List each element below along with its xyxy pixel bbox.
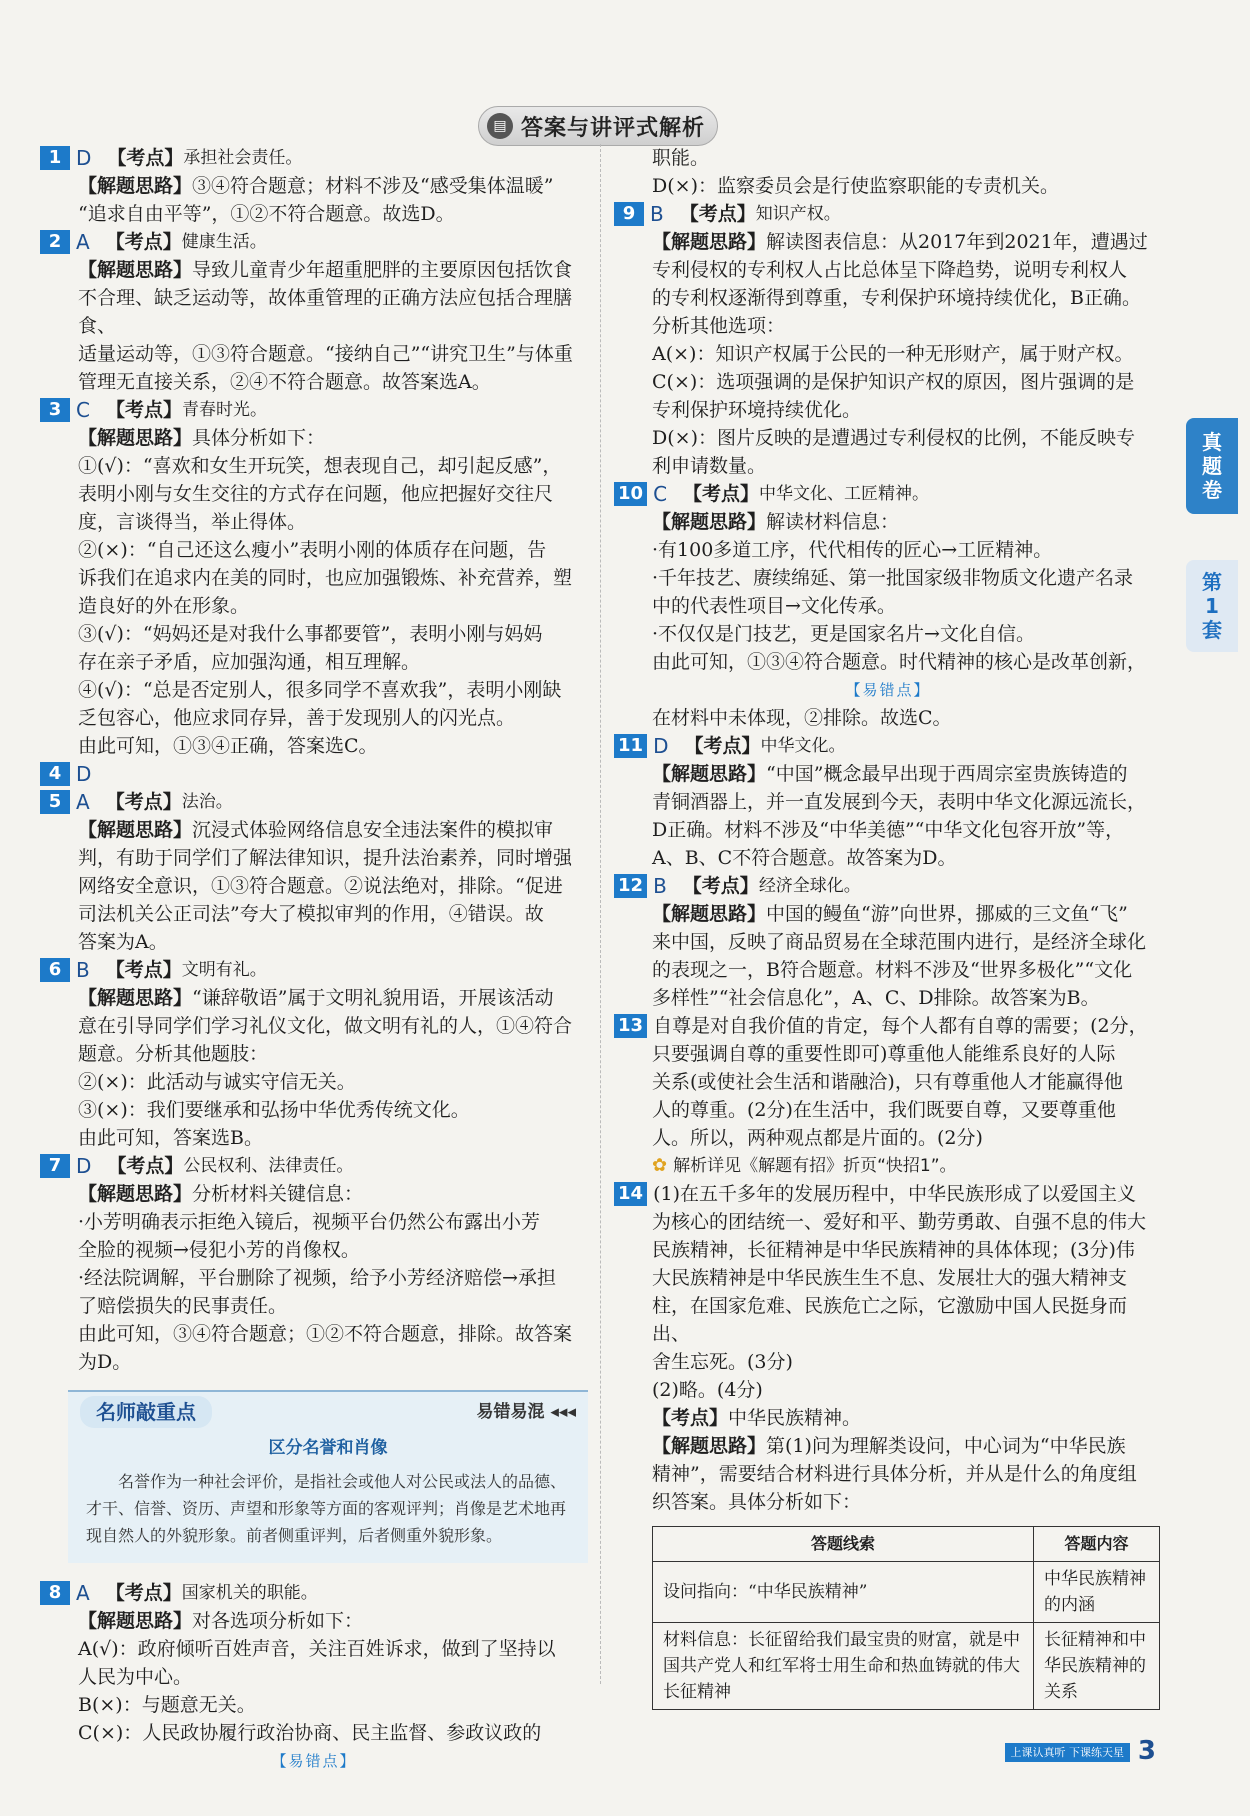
text-line: 【解题思路】具体分析如下： xyxy=(78,427,326,449)
kaodian-text: 公民权利、法律责任。 xyxy=(183,1156,354,1176)
answer-letter: B xyxy=(76,958,90,982)
table-header: 答题内容 xyxy=(1034,1527,1160,1562)
teacher-tip-box xyxy=(68,1390,588,1563)
question-number: 10 xyxy=(614,482,647,506)
answer-letter: C xyxy=(76,398,90,422)
text-line: 青铜酒器上，并一直发展到今天，表明中华文化源远流长， xyxy=(652,791,1147,813)
text-line: (1)在五千多年的发展历程中，中华民族形成了以爱国主义 xyxy=(653,1183,1136,1205)
question-3 xyxy=(40,396,588,760)
question-number: 14 xyxy=(614,1182,647,1206)
text-line: 由此可知，①③④符合题意。时代精神的核心是改革创新， xyxy=(652,651,1147,673)
text-line: A(×)：知识产权属于公民的一种无形财产，属于财产权。 xyxy=(652,343,1134,365)
question-number: 1 xyxy=(40,146,70,170)
question-header xyxy=(40,144,588,172)
table-header-row xyxy=(653,1527,1160,1562)
text-line: 来中国，反映了商品贸易在全球范围内进行，是经济全球化 xyxy=(652,931,1147,953)
kaodian-label: 【考点】 xyxy=(105,399,182,421)
side-tab-char: 第 xyxy=(1202,570,1222,594)
label-tag: 【解题思路】 xyxy=(78,1183,193,1205)
box-label: 易错易混 ◂◂◂ xyxy=(476,1402,576,1422)
text-line: 答案为A。 xyxy=(78,931,168,953)
text-line: 自尊是对自我价值的肯定，每个人都有自尊的需要；(2分， xyxy=(653,1015,1148,1037)
text-line: 【解题思路】解读材料信息： xyxy=(652,511,900,533)
question-9 xyxy=(614,200,1162,480)
text-line: ·有100多道工序，代代相传的匠心→工匠精神。 xyxy=(652,539,1053,561)
table-row xyxy=(653,1623,1160,1710)
text-line: 度，言谈得当，举止得体。 xyxy=(78,511,307,533)
box-body: 名誉作为一种社会评价，是指社会或他人对公民或法人的品德、才干、信誉、资历、声望和形象等方面的客观评判；肖像是艺术地再现自然人的外貌形象。前者侧重评判，后者侧重外貌形象。 xyxy=(86,1472,567,1545)
text-line: 专利侵权的专利权人占比总体呈下降趋势，说明专利权人 xyxy=(652,259,1128,281)
kaodian-text: 知识产权。 xyxy=(755,204,841,224)
question-header xyxy=(614,1180,1162,1208)
question-header xyxy=(614,732,1162,760)
text-line: 民族精神，长征精神是中华民族精神的具体体现；(3分)伟 xyxy=(652,1239,1135,1261)
text-line: 只要强调自尊的重要性即可)尊重他人能维系良好的人际 xyxy=(652,1043,1116,1065)
table-cell: 长征精神和中华民族精神的关系 xyxy=(1034,1623,1160,1710)
text-line: ①(√)：“喜欢和女生开玩笑，想表现自己，却引起反感”， xyxy=(78,455,562,477)
tip-line xyxy=(614,1152,1162,1180)
text-line: 柱，在国家危难、民族危亡之际，它激励中国人民挺身而出、 xyxy=(652,1295,1128,1345)
answer-letter: A xyxy=(76,790,90,814)
table-row xyxy=(653,1562,1160,1623)
label-tag: 【解题思路】 xyxy=(78,259,193,281)
text-line: 为核心的团结统一、爱好和平、勤劳勇敢、自强不息的伟大 xyxy=(652,1211,1147,1233)
column-divider xyxy=(600,144,601,1684)
text-line: ③(×)：我们要继承和弘扬中华优秀传统文化。 xyxy=(78,1099,470,1121)
side-tab-set-1[interactable] xyxy=(1186,560,1238,652)
answer-letter: A xyxy=(76,1581,90,1605)
text-line: 不合理、缺乏运动等，故体重管理的正确方法应包括合理膳食、 xyxy=(78,287,573,337)
text-line: 司法机关公正司法”夸大了模拟审判的作用，④错误。故 xyxy=(78,903,544,925)
question-header xyxy=(40,760,588,788)
question-header xyxy=(40,1579,588,1607)
kaodian-text: 国家机关的职能。 xyxy=(181,1583,318,1603)
text-line: 【考点】中华民族精神。 xyxy=(652,1407,862,1429)
table-header: 答题线索 xyxy=(653,1527,1034,1562)
text-line: C(×)：选项强调的是保护知识产权的原因，图片强调的是 xyxy=(652,371,1135,393)
text-line: 【解题思路】沉浸式体验网络信息安全违法案件的模拟审 xyxy=(78,819,554,841)
analysis-table xyxy=(652,1526,1160,1710)
label-tag: 【解题思路】 xyxy=(78,175,193,197)
kaodian-text: 中华文化。 xyxy=(760,736,846,756)
kaodian-label: 【考点】 xyxy=(105,231,182,253)
box-header xyxy=(68,1392,588,1432)
text-line: 管理无直接关系，②④不符合题意。故答案选A。 xyxy=(78,371,491,393)
text-line: 【解题思路】“中国”概念最早出现于西周宗室贵族铸造的 xyxy=(652,763,1128,785)
document-icon: ▤ xyxy=(487,113,513,139)
label-tag: 【解题思路】 xyxy=(78,427,193,449)
text-line: 【解题思路】分析材料关键信息： xyxy=(78,1183,364,1205)
label-tag: 【解题思路】 xyxy=(78,1610,193,1632)
label-tag: 【解题思路】 xyxy=(652,511,767,533)
text-line: 人的尊重。(2分)在生活中，我们既要自尊，又要尊重他 xyxy=(652,1099,1116,1121)
question-11 xyxy=(614,732,1162,872)
answer-letter: D xyxy=(76,762,92,786)
kaodian-label: 【考点】 xyxy=(105,959,182,981)
question-2 xyxy=(40,228,588,396)
text-line: 【解题思路】对各选项分析如下： xyxy=(78,1610,364,1632)
kaodian-text: 法治。 xyxy=(181,792,233,812)
question-12 xyxy=(614,872,1162,1012)
question-number: 7 xyxy=(40,1154,70,1178)
text-line: D正确。材料不涉及“中华美德”“中华文化包容开放”等， xyxy=(652,819,1125,841)
question-number: 12 xyxy=(614,874,647,898)
question-8 xyxy=(40,1579,588,1775)
kaodian-text: 经济全球化。 xyxy=(758,876,861,896)
text-line: A(√)：政府倾听百姓声音，关注百姓诉求，做到了坚持以 xyxy=(78,1638,556,1660)
text-line: 网络安全意识，①③符合题意。②说法绝对，排除。“促进 xyxy=(78,875,563,897)
text-line: 织答案。具体分析如下： xyxy=(652,1491,862,1513)
text-line: 【解题思路】导致儿童青少年超重肥胖的主要原因包括饮食 xyxy=(78,259,573,281)
question-header xyxy=(40,956,588,984)
text-line: 存在亲子矛盾，应加强沟通，相互理解。 xyxy=(78,651,421,673)
text-line: 的专利权逐渐得到尊重，专利保护环境持续优化，B正确。 xyxy=(652,287,1141,309)
section-title: ▤ 答案与讲评式解析 xyxy=(478,106,718,146)
text-line: 职能。 xyxy=(652,147,710,169)
text-line: ·经法院调解，平台删除了视频，给予小芳经济赔偿→承担 xyxy=(78,1267,556,1289)
label-tag: 【解题思路】 xyxy=(652,763,767,785)
tip-text: 解析详见《解题有招》折页“快招1”。 xyxy=(673,1156,957,1176)
label-tag: 【解题思路】 xyxy=(78,819,193,841)
kaodian-text: 承担社会责任。 xyxy=(183,148,303,168)
right-column xyxy=(614,144,1162,1710)
side-tab-char: 1 xyxy=(1205,594,1219,618)
text-line: (2)略。(4分) xyxy=(652,1379,763,1401)
text-line: A、B、C不符合题意。故答案为D。 xyxy=(652,847,957,869)
text-line: 判，有助于同学们了解法律知识，提升法治素养，同时增强 xyxy=(78,847,573,869)
question-number: 2 xyxy=(40,230,70,254)
footer-slogan: 上课认真听 下课练天星 xyxy=(1005,1743,1131,1762)
question-number: 8 xyxy=(40,1581,70,1605)
kaodian-text: 青春时光。 xyxy=(181,400,267,420)
error-prone-mark: 【易错点】 xyxy=(845,681,931,699)
kaodian-label: 【考点】 xyxy=(107,1155,184,1177)
question-number: 3 xyxy=(40,398,70,422)
text-line: 【解题思路】解读图表信息：从2017年到2021年，遭遇过 xyxy=(652,231,1148,253)
text-line: ③(√)：“妈妈还是对我什么事都要管”，表明小刚与妈妈 xyxy=(78,623,543,645)
label-tag: 【解题思路】 xyxy=(652,1435,767,1457)
question-header xyxy=(40,228,588,256)
page-number: 3 xyxy=(1137,1736,1156,1766)
text-line: 在材料中未体现，②排除。故选C。 xyxy=(652,707,952,729)
box-subtitle: 区分名誉和肖像 xyxy=(268,1438,388,1458)
question-4 xyxy=(40,760,588,788)
question-header xyxy=(614,200,1162,228)
text-line: 多样性”“社会信息化”，A、C、D排除。故答案为B。 xyxy=(652,987,1100,1009)
question-number: 13 xyxy=(614,1014,647,1038)
text-line: 舍生忘死。(3分) xyxy=(652,1351,793,1373)
question-header xyxy=(614,872,1162,900)
error-prone-mark: 【易错点】 xyxy=(271,1752,357,1770)
text-line: 造良好的外在形象。 xyxy=(78,595,250,617)
star-icon: ✿ xyxy=(652,1155,668,1176)
label-tag: 【解题思路】 xyxy=(652,231,767,253)
text-line: ·不仅仅是门技艺，更是国家名片→文化自信。 xyxy=(652,623,1035,645)
question-header xyxy=(614,1012,1162,1040)
text-line: 意在引导同学们学习礼仪文化，做文明有礼的人，①④符合 xyxy=(78,1015,573,1037)
kaodian-text: 健康生活。 xyxy=(181,232,267,252)
footer-logo xyxy=(1005,1743,1131,1762)
answer-letter: B xyxy=(650,202,664,226)
text-line: 大民族精神是中华民族生生不息、发展壮大的强大精神支 xyxy=(652,1267,1128,1289)
kaodian-text: 中华文化、工匠精神。 xyxy=(759,484,930,504)
text-line: 全脸的视频→侵犯小芳的肖像权。 xyxy=(78,1239,360,1261)
kaodian-label: 【考点】 xyxy=(683,483,760,505)
question-7 xyxy=(40,1152,588,1376)
text-line: ②(×)：“自己还这么瘦小”表明小刚的体质存在问题，告 xyxy=(78,539,547,561)
text-line: ·小芳明确表示拒绝入镜后，视频平台仍然公布露出小芳 xyxy=(78,1211,541,1233)
text-line: 专利保护环境持续优化。 xyxy=(652,399,862,421)
question-6 xyxy=(40,956,588,1152)
question-14 xyxy=(614,1180,1162,1710)
text-line: ②(×)：此活动与诚实守信无关。 xyxy=(78,1071,356,1093)
kaodian-label: 【考点】 xyxy=(684,735,761,757)
label-tag: 【考点】 xyxy=(652,1407,729,1429)
question-header xyxy=(40,1152,588,1180)
question-number: 6 xyxy=(40,958,70,982)
text-line: D(×)：监察委员会是行使监察职能的专责机关。 xyxy=(652,175,1059,197)
label-tag: 【解题思路】 xyxy=(652,903,767,925)
question-number: 4 xyxy=(40,762,70,786)
question-header xyxy=(614,480,1162,508)
text-line: 中的代表性项目→文化传承。 xyxy=(652,595,896,617)
kaodian-text: 文明有礼。 xyxy=(181,960,267,980)
text-line: 人民为中心。 xyxy=(78,1666,193,1688)
question-10 xyxy=(614,480,1162,732)
question-header xyxy=(40,396,588,424)
text-line: 精神”，需要结合材料进行具体分析，并从是什么的角度组 xyxy=(652,1463,1137,1485)
text-line: 由此可知，③④符合题意；①②不符合题意，排除。故答案为D。 xyxy=(78,1323,573,1373)
side-tab-char: 题 xyxy=(1202,454,1222,478)
question-1 xyxy=(40,144,588,228)
kaodian-label: 【考点】 xyxy=(682,875,759,897)
text-line: B(×)：与题意无关。 xyxy=(78,1694,256,1716)
text-line: 【解题思路】第(1)问为理解类设问，中心词为“中华民族 xyxy=(652,1435,1126,1457)
question-8-cont xyxy=(614,144,1162,200)
text-line: 人。所以，两种观点都是片面的。(2分) xyxy=(652,1127,983,1149)
text-line: 题意。分析其他题肢： xyxy=(78,1043,269,1065)
text-line: 关系(或使社会生活和谐融洽)，只有尊重他人才能赢得他 xyxy=(652,1071,1123,1093)
text-line: D(×)：图片反映的是遭遇过专利侵权的比例，不能反映专 xyxy=(652,427,1135,449)
answer-letter: D xyxy=(653,734,669,758)
text-line: ·千年技艺、赓续绵延、第一批国家级非物质文化遗产名录 xyxy=(652,567,1134,589)
table-cell: 材料信息：长征留给我们最宝贵的财富，就是中国共产党人和红军将士用生命和热血铸就的伟大长征精神 xyxy=(653,1623,1034,1710)
side-tab-char: 套 xyxy=(1202,618,1222,642)
question-number: 9 xyxy=(614,202,644,226)
side-tab-char: 真 xyxy=(1202,430,1222,454)
box-title: 名师敲重点 xyxy=(80,1396,212,1428)
text-line: 【解题思路】③④符合题意；材料不涉及“感受集体温暖” xyxy=(78,175,554,197)
question-5 xyxy=(40,788,588,956)
side-tab-zhentijuan[interactable] xyxy=(1186,418,1238,514)
table-cell: 设问指向：“中华民族精神” xyxy=(653,1562,1034,1623)
kaodian-label: 【考点】 xyxy=(105,1582,182,1604)
text-line: 【解题思路】“谦辞敬语”属于文明礼貌用语，开展该活动 xyxy=(78,987,554,1009)
text-line: C(×)：人民政协履行政治协商、民主监督、参政议政的 xyxy=(78,1722,542,1744)
table-cell: 中华民族精神的内涵 xyxy=(1034,1562,1160,1623)
text-line: 由此可知，①③④正确，答案选C。 xyxy=(78,735,378,757)
answer-letter: C xyxy=(653,482,668,506)
left-column xyxy=(40,144,588,1775)
question-number: 11 xyxy=(614,734,647,758)
label-tag: 【解题思路】 xyxy=(78,987,193,1009)
text-line: 利申请数量。 xyxy=(652,455,767,477)
kaodian-label: 【考点】 xyxy=(679,203,756,225)
text-line: 了赔偿损失的民事责任。 xyxy=(78,1295,288,1317)
question-number: 5 xyxy=(40,790,70,814)
text-line: 由此可知，答案选B。 xyxy=(78,1127,263,1149)
text-line: “追求自由平等”，①②不符合题意。故选D。 xyxy=(78,203,455,225)
text-line: 的表现之一，B符合题意。材料不涉及“世界多极化”“文化 xyxy=(652,959,1133,981)
answer-letter: D xyxy=(76,1154,92,1178)
side-tab-char: 卷 xyxy=(1202,478,1222,502)
question-13 xyxy=(614,1012,1162,1180)
text-line: 表明小刚与女生交往的方式存在问题，他应把握好交往尺 xyxy=(78,483,554,505)
text-line: 分析其他选项： xyxy=(652,315,786,337)
text-line: 【解题思路】中国的鳗鱼“游”向世界，挪威的三文鱼“飞” xyxy=(652,903,1128,925)
answer-letter: B xyxy=(653,874,667,898)
answer-letter: A xyxy=(76,230,90,254)
question-header xyxy=(40,788,588,816)
answer-letter: D xyxy=(76,146,92,170)
kaodian-label: 【考点】 xyxy=(105,791,182,813)
text-line: ④(√)：“总是否定别人，很多同学不喜欢我”，表明小刚缺 xyxy=(78,679,562,701)
text-line: 适量运动等，①③符合题意。“接纳自己”“讲究卫生”与体重 xyxy=(78,343,573,365)
kaodian-label: 【考点】 xyxy=(107,147,184,169)
text-line: 乏包容心，他应求同存异，善于发现别人的闪光点。 xyxy=(78,707,516,729)
text-line: 诉我们在追求内在美的同时，也应加强锻炼、补充营养，塑 xyxy=(78,567,573,589)
